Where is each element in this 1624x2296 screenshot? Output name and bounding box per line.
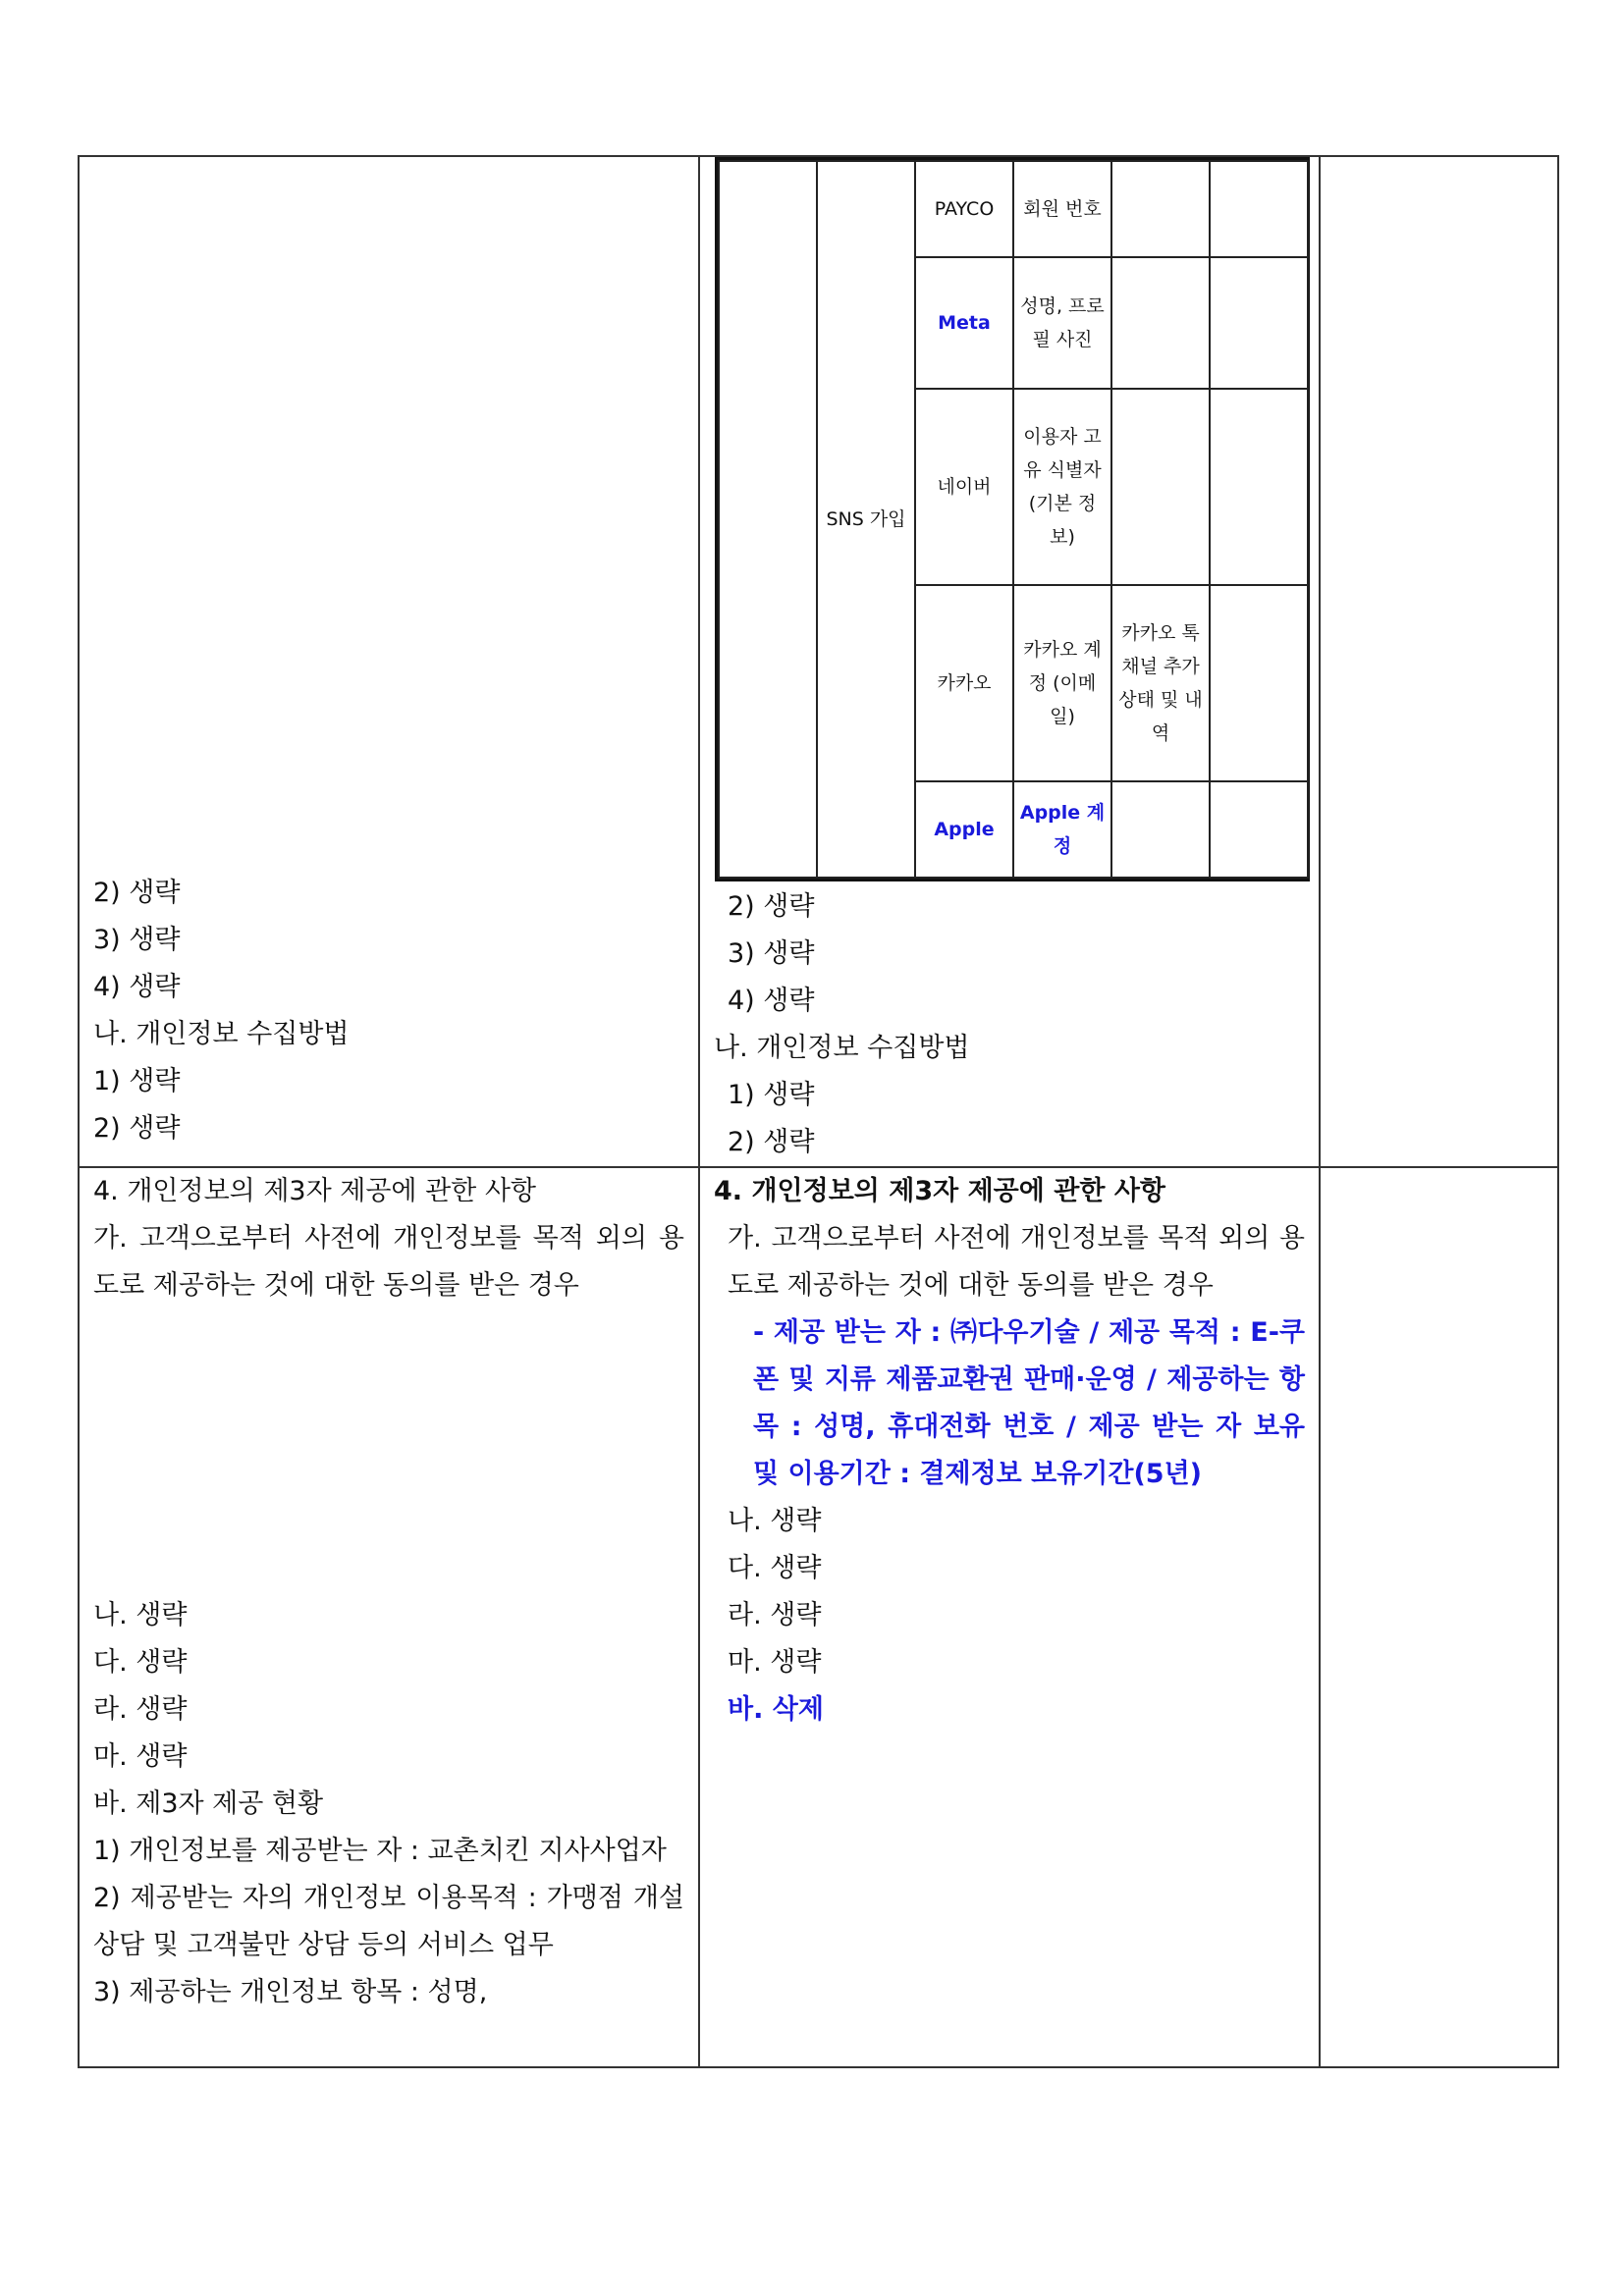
right-line: 2) 생략 bbox=[728, 1127, 815, 1157]
sns-extra: 카카오 톡 채널 추가 상태 및 내역 bbox=[1111, 585, 1210, 781]
sns-item: 이용자 고유 식별자 (기본 정보) bbox=[1013, 389, 1111, 585]
sns-blank bbox=[1210, 257, 1308, 389]
right-line: 2) 생략 bbox=[728, 891, 815, 922]
right-line: 4) 생략 bbox=[728, 986, 815, 1016]
right-line: 다. 생략 bbox=[728, 1553, 822, 1583]
right-line: 라. 생략 bbox=[728, 1600, 822, 1630]
left-line: 2) 생략 bbox=[93, 1113, 181, 1144]
sns-provider: Meta bbox=[915, 257, 1013, 389]
left-item-1: 1) 개인정보를 제공받는 자 : 교촌치킨 지사사업자 bbox=[93, 1836, 667, 1866]
note-cell-upper bbox=[1320, 156, 1558, 1167]
left-line: 2) 생략 bbox=[93, 878, 181, 908]
left-line: 1) 생략 bbox=[93, 1066, 181, 1096]
left-item-2: 2) 제공받는 자의 개인정보 이용목적 : 가맹점 개설상담 및 고객불만 상담 등의 서비스 업무 bbox=[93, 1883, 684, 1960]
right-sec4-ga: 가. 고객으로부터 사전에 개인정보를 목적 외의 용도로 제공하는 것에 대한 동의를 받은 경우 bbox=[728, 1223, 1305, 1301]
sns-group-label: SNS 가입 bbox=[817, 161, 915, 878]
sns-provider: 카카오 bbox=[915, 585, 1013, 781]
sns-blank bbox=[1210, 161, 1308, 257]
sns-item: Apple 계정 bbox=[1013, 781, 1111, 878]
sns-extra bbox=[1111, 389, 1210, 585]
sns-extra bbox=[1111, 257, 1210, 389]
sns-item: 회원 번호 bbox=[1013, 161, 1111, 257]
right-sec4-title: 4. 개인정보의 제3자 제공에 관한 사항 bbox=[714, 1176, 1165, 1206]
sns-item: 카카오 계정 (이메일) bbox=[1013, 585, 1111, 781]
sns-table bbox=[718, 160, 1309, 879]
right-added-block: - 제공 받는 자 : ㈜다우기술 / 제공 목적 : E-쿠폰 및 지류 제품교환권 판매·운영 / 제공하는 항목 : 성명, 휴대전화 번호 / 제공 받는 자 보유 및 이용기간 : 결제정보 보유기간(5년) bbox=[753, 1317, 1305, 1489]
sns-blank bbox=[1210, 585, 1308, 781]
note-cell-lower bbox=[1320, 1167, 1558, 2067]
left-sec4-title: 4. 개인정보의 제3자 제공에 관한 사항 bbox=[93, 1176, 536, 1206]
sns-provider: PAYCO bbox=[915, 161, 1013, 257]
sns-blank bbox=[1210, 389, 1308, 585]
sns-blank-col bbox=[719, 161, 817, 878]
comparison-table bbox=[78, 155, 1559, 2068]
right-line: 마. 생략 bbox=[728, 1647, 822, 1678]
left-line: 나. 생략 bbox=[93, 1600, 188, 1630]
right-cell-upper bbox=[699, 156, 1320, 1167]
left-line: 나. 개인정보 수집방법 bbox=[93, 1019, 350, 1049]
right-line: 나. 개인정보 수집방법 bbox=[714, 1033, 970, 1063]
left-line: 3) 생략 bbox=[93, 925, 181, 955]
sns-table-frame bbox=[715, 157, 1310, 881]
left-line: 마. 생략 bbox=[93, 1741, 188, 1772]
right-deleted: 바. 삭제 bbox=[728, 1694, 824, 1725]
left-item-3: 3) 제공하는 개인정보 항목 : 성명, bbox=[93, 1977, 488, 2007]
sns-provider: Apple bbox=[915, 781, 1013, 878]
sns-extra bbox=[1111, 161, 1210, 257]
sns-item: 성명, 프로필 사진 bbox=[1013, 257, 1111, 389]
right-line: 1) 생략 bbox=[728, 1080, 815, 1110]
right-cell-lower bbox=[699, 1167, 1320, 2067]
left-cell-upper bbox=[79, 156, 699, 1167]
sns-extra bbox=[1111, 781, 1210, 878]
sns-blank bbox=[1210, 781, 1308, 878]
left-cell-lower bbox=[79, 1167, 699, 2067]
left-line: 4) 생략 bbox=[93, 972, 181, 1002]
left-line: 다. 생략 bbox=[93, 1647, 188, 1678]
right-line: 나. 생략 bbox=[728, 1506, 822, 1536]
right-line: 3) 생략 bbox=[728, 938, 815, 969]
sns-provider: 네이버 bbox=[915, 389, 1013, 585]
left-sec4-ga: 가. 고객으로부터 사전에 개인정보를 목적 외의 용도로 제공하는 것에 대한 동의를 받은 경우 bbox=[93, 1223, 684, 1301]
left-line: 바. 제3자 제공 현황 bbox=[93, 1789, 324, 1819]
left-line: 라. 생략 bbox=[93, 1694, 188, 1725]
